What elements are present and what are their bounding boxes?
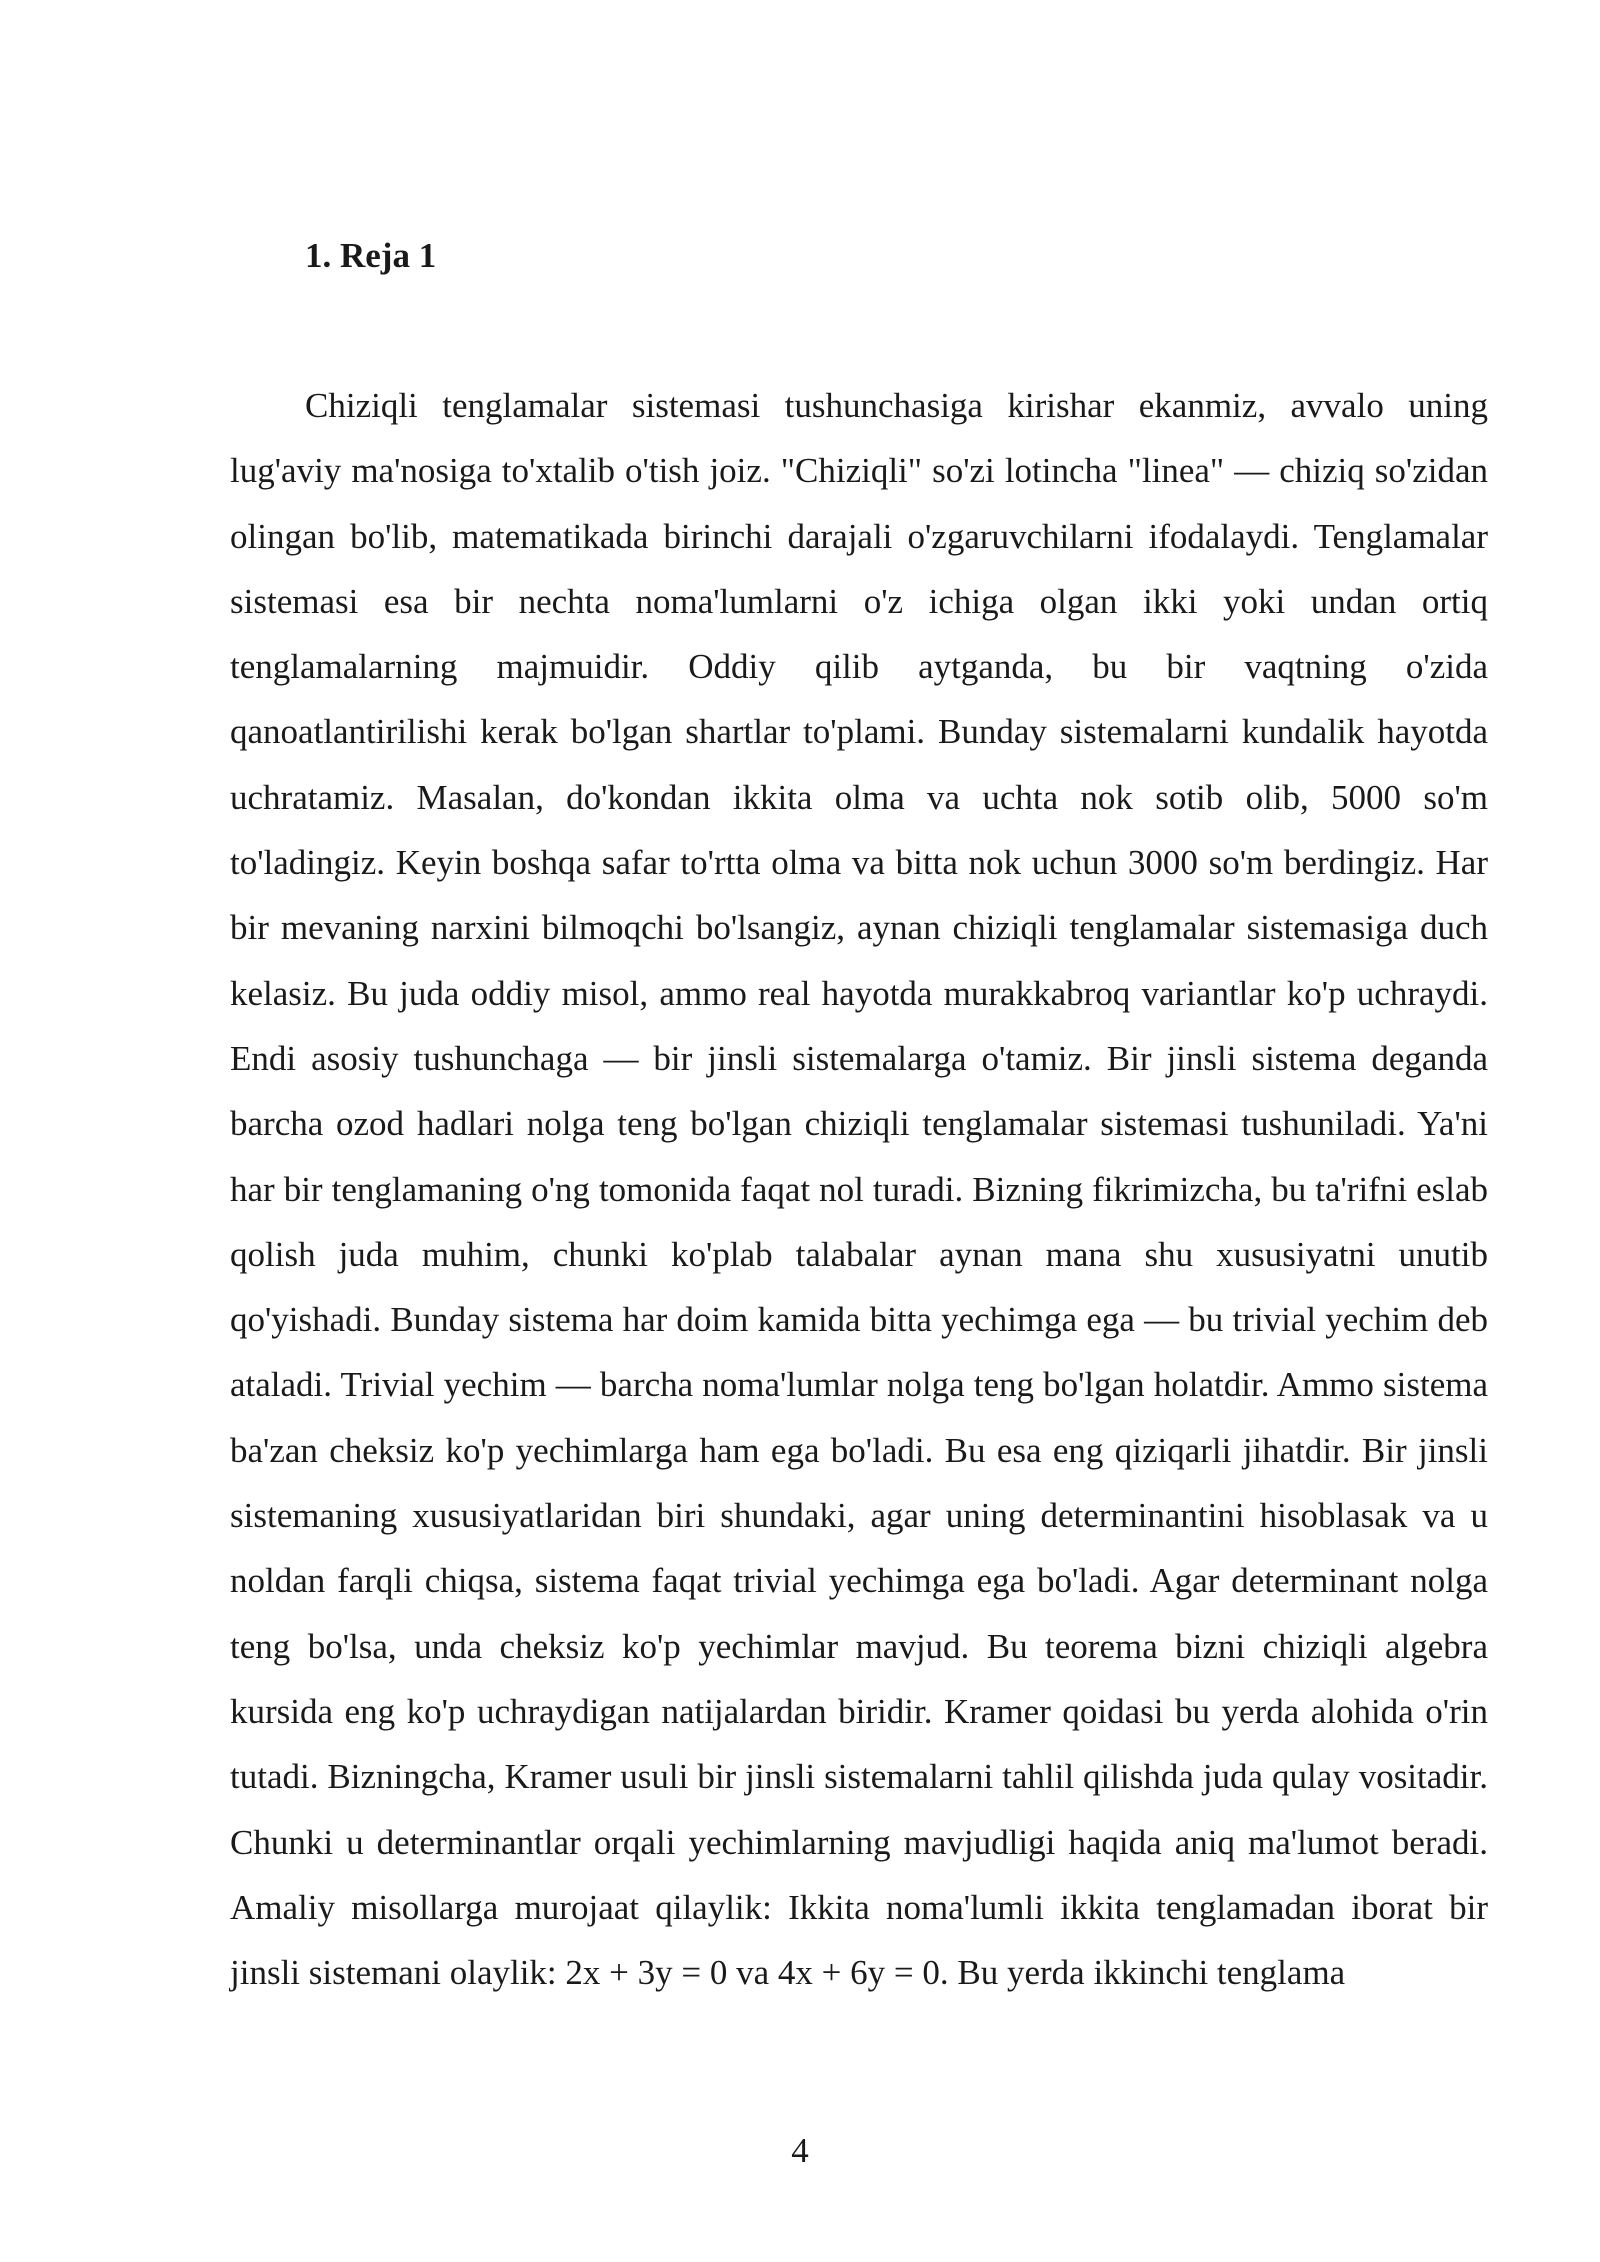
page-number: 4: [791, 2131, 809, 2170]
body-paragraph: Chiziqli tenglamalar sistemasi tushunchasiga kirishar ekanmiz, avvalo uning lug'aviy ma'nosiga to'xtalib o'tish joiz. "Chiziqli" so'zi lotincha "linea" — chiziq so'zidan olingan bo'lib, matematikada birinchi darajali o'zgaruvchilarni ifodalaydi. Tenglamalar sistemasi esa bir nechta noma'lumlarni o'z ichiga olgan ikki yoki undan ortiq tenglamalarning majmuidir. Oddiy qilib aytganda, bu bir vaqtning o'zida qanoatlantirilishi kerak bo'lgan shartlar to'plami. Bunday sistemalarni kundalik hayotda uchratamiz. Masalan, do'kondan ikkita olma va uchta nok sotib olib, 5000 so'm to'ladingiz. Keyin boshqa safar to'rtta olma va bitta nok uchun 3000 so'm berdingiz. Har bir mevaning narxini bilmoqchi bo'lsangiz, aynan chiziqli tenglamalar sistemasiga duch kelasiz. Bu juda oddiy misol, ammo real hayotda murakkabroq variantlar ko'p uchraydi. Endi asosiy tushunchaga — bir jinsli sistemalarga o'tamiz. Bir jinsli sistema deganda barcha ozod hadlari nolga teng bo'lgan chiziqli tenglamalar sistemasi tushuniladi. Ya'ni har bir tenglamaning o'ng tomonida faqat nol turadi. Bizning fikrimizcha, bu ta'rifni eslab qolish juda muhim, chunki ko'plab talabalar aynan mana shu xususiyatni unutib qo'yishadi. Bunday sistema har doim kamida bitta yechimga ega — bu trivial yechim deb ataladi. Trivial yechim — barcha noma'lumlar nolga teng bo'lgan holatdir. Ammo sistema ba'zan cheksiz ko'p yechimlarga ham ega bo'ladi. Bu esa eng qiziqarli jihatdir. Bir jinsli sistemaning xususiyatlaridan biri shundaki, agar uning determinantini hisoblasak va u noldan farqli chiqsa, sistema faqat trivial yechimga ega bo'ladi. Agar determinant nolga teng bo'lsa, unda cheksiz ko'p yechimlar mavjud. Bu teorema bizni chiziqli algebra kursida eng ko'p uchraydigan natijalardan biridir. Kramer qoidasi bu yerda alohida o'rin tutadi. Bizningcha, Kramer usuli bir jinsli sistemalarni tahlil qilishda juda qulay vositadir. Chunki u determinantlar orqali yechimlarning mavjudligi haqida aniq ma'lumot beradi. Amaliy misollarga murojaat qilaylik: Ikkita noma'lumli ikkita tenglamadan iborat bir jinsli sistemani olaylik: 2x + 3y = 0 va 4x + 6y = 0. Bu yerda ikkinchi tenglama: [230, 386, 1488, 1993]
section-heading: 1. Reja 1: [305, 236, 437, 275]
